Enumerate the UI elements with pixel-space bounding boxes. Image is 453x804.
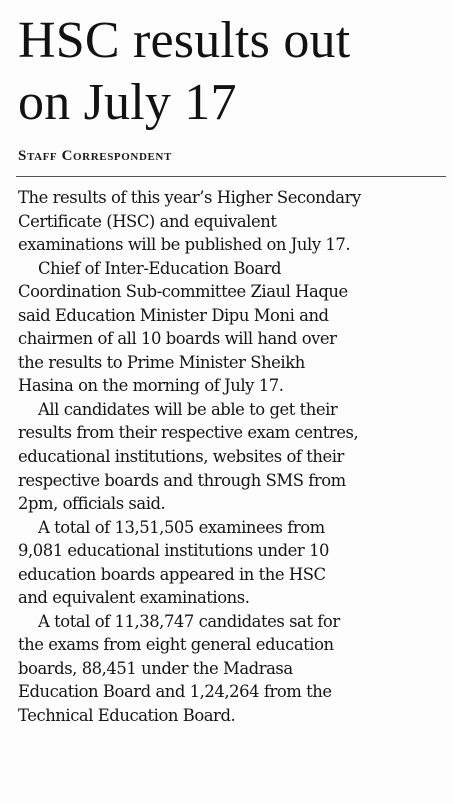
text-line: said Education Minister Dipu Moni and	[18, 305, 329, 325]
text-line: All candidates will be able to get their	[38, 399, 338, 419]
text-line: Coordination Sub-committee Ziaul Haque	[18, 282, 348, 302]
text-line: Education Board and 1,24,264 from the	[18, 682, 332, 702]
article-paragraph	[18, 257, 448, 398]
text-line: The results of this year’s Higher Secondary	[18, 188, 361, 207]
text-line: chairmen of all 10 boards will hand over	[18, 329, 337, 349]
text-line: Certificate (HSC) and equivalent	[18, 211, 277, 231]
text-line: 2pm, officials said.	[18, 494, 166, 514]
article-paragraph	[18, 516, 448, 610]
text-line: education boards appeared in the HSC	[18, 564, 326, 584]
article-paragraph	[18, 186, 448, 257]
text-line: examinations will be published on July 17.	[18, 235, 351, 255]
text-line: boards, 88,451 under the Madrasa	[18, 658, 293, 678]
text-line: Technical Education Board.	[18, 706, 236, 726]
text-line: Chief of Inter-Education Board	[38, 258, 282, 278]
byline: Staff Correspondent	[18, 148, 172, 164]
text-line: and equivalent examinations.	[18, 588, 250, 608]
text-line: the exams from eight general education	[18, 635, 334, 655]
article-body	[18, 186, 448, 728]
article-paragraph	[18, 610, 448, 728]
text-line: educational institutions, websites of their	[18, 447, 344, 467]
text-line: results from their respective exam centres,	[18, 423, 359, 443]
text-line: A total of 11,38,747 candidates sat for	[38, 611, 340, 631]
byline-divider	[16, 176, 446, 177]
text-line: Hasina on the morning of July 17.	[18, 376, 284, 396]
text-line: 9,081 educational institutions under 10	[18, 541, 330, 561]
text-line: the results to Prime Minister Sheikh	[18, 352, 305, 372]
headline	[18, 10, 448, 134]
headline-line: HSC results out	[18, 12, 351, 69]
text-line: respective boards and through SMS from	[18, 470, 346, 490]
text-line: A total of 13,51,505 examinees from	[38, 517, 325, 537]
headline-line: on July 17	[18, 74, 237, 131]
article-paragraph	[18, 398, 448, 516]
